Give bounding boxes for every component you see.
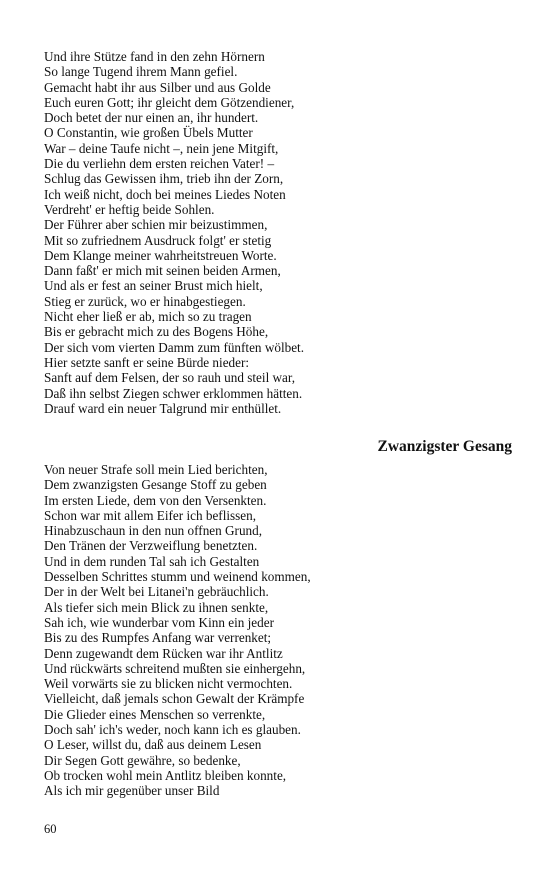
verse-line: Bis er gebracht mich zu des Bogens Höhe, <box>44 324 269 340</box>
verse-line: Im ersten Liede, dem von den Versenkten. <box>44 492 267 508</box>
verse-line: Von neuer Strafe soll mein Lied berichten, <box>44 462 268 477</box>
verse-line: Als tiefer sich mein Blick zu ihnen senkte, <box>44 599 269 615</box>
verse-line: Dem Klange meiner wahrheitstreuen Worte. <box>44 247 277 263</box>
verse-line: Ich weiß nicht, doch bei meines Liedes Noten <box>44 186 286 202</box>
verse-line: Sanft auf dem Felsen, der so rauh und steil war, <box>44 370 296 386</box>
verse-line: Die Glieder eines Menschen so verrenkte, <box>44 706 266 722</box>
verse-line: Ob trocken wohl mein Antlitz bleiben konnte, <box>44 767 287 783</box>
canto-title: Zwanzigster Gesang <box>377 438 512 455</box>
verse-line: Doch sah' ich's weder, noch kann ich es glauben. <box>44 722 301 738</box>
verse-line: Euch euren Gott; ihr gleicht dem Götzendiener, <box>44 94 295 110</box>
verse-line: Die du verliehn dem ersten reichen Vater! – <box>44 156 275 172</box>
verse-line: Vielleicht, daß jemals schon Gewalt der Krämpfe <box>44 691 305 707</box>
verse-line: Stieg er zurück, wo er hinabgestiegen. <box>44 293 246 309</box>
verse-line: Schlug das Gewissen ihm, trieb ihn der Zorn, <box>44 171 284 187</box>
verse-line: Der Führer aber schien mir beizustimmen, <box>44 217 268 233</box>
verse-line: Sah ich, wie wunderbar vom Kinn ein jeder <box>44 614 274 630</box>
verse-line: Der sich vom vierten Damm zum fünften wölbet. <box>44 339 305 355</box>
verse-line: Dir Segen Gott gewähre, so bedenke, <box>44 752 241 768</box>
page-number: 60 <box>44 822 57 836</box>
verse-line: Hier setzte sanft er seine Bürde nieder: <box>44 354 250 370</box>
verse-line: Den Tränen der Verzweiflung benetzten. <box>44 538 258 554</box>
verse-line: Als ich mir gegenüber unser Bild <box>44 783 220 799</box>
verse-block-previous-canto <box>44 49 514 416</box>
verse-line: Und rückwärts schreitend mußten sie einhergehn, <box>44 660 306 676</box>
verse-line: Verdreht' er heftig beide Sohlen. <box>44 201 215 217</box>
verse-line: Bis zu des Rumpfes Anfang war verrenket; <box>44 630 272 646</box>
verse-line: Desselben Schrittes stumm und weinend kommen, <box>44 569 311 585</box>
verse-line: So lange Tugend ihrem Mann gefiel. <box>44 64 238 80</box>
verse-line: Der in der Welt bei Litanei'n gebräuchlich. <box>44 584 269 600</box>
verse-line: Schon war mit allem Eifer ich beflissen, <box>44 507 257 523</box>
verse-line: Hinabzuschaun in den nun offnen Grund, <box>44 523 263 539</box>
verse-line: Und als er fest an seiner Brust mich hielt, <box>44 278 263 294</box>
verse-line: Doch betet der nur einen an, ihr hundert. <box>44 110 259 126</box>
verse-line: Mit so zufriednem Ausdruck folgt' er stetig <box>44 232 272 248</box>
verse-line: Denn zugewandt dem Rücken war ihr Antlitz <box>44 645 283 661</box>
verse-line: Weil vorwärts sie zu blicken nicht vermochten. <box>44 676 293 692</box>
verse-line: Gemacht habt ihr aus Silber und aus Golde <box>44 79 271 95</box>
verse-line: Dann faßt' er mich mit seinen beiden Armen, <box>44 263 281 279</box>
verse-line: Und in dem runden Tal sah ich Gestalten <box>44 553 260 569</box>
verse-line: O Constantin, wie großen Übels Mutter <box>44 125 253 141</box>
verse-line: Dem zwanzigsten Gesange Stoff zu geben <box>44 477 267 493</box>
verse-line: Und ihre Stütze fand in den zehn Hörnern <box>44 49 265 64</box>
verse-block-canto-twenty <box>44 462 514 799</box>
verse-line: Nicht eher ließ er ab, mich so zu tragen <box>44 309 252 325</box>
verse-line: O Leser, willst du, daß aus deinem Lesen <box>44 737 262 753</box>
verse-line: Drauf ward ein neuer Talgrund mir enthüllet. <box>44 400 282 416</box>
verse-line: War – deine Taufe nicht –, nein jene Mitgift, <box>44 140 279 156</box>
verse-line: Daß ihn selbst Ziegen schwer erklommen hätten. <box>44 385 303 401</box>
